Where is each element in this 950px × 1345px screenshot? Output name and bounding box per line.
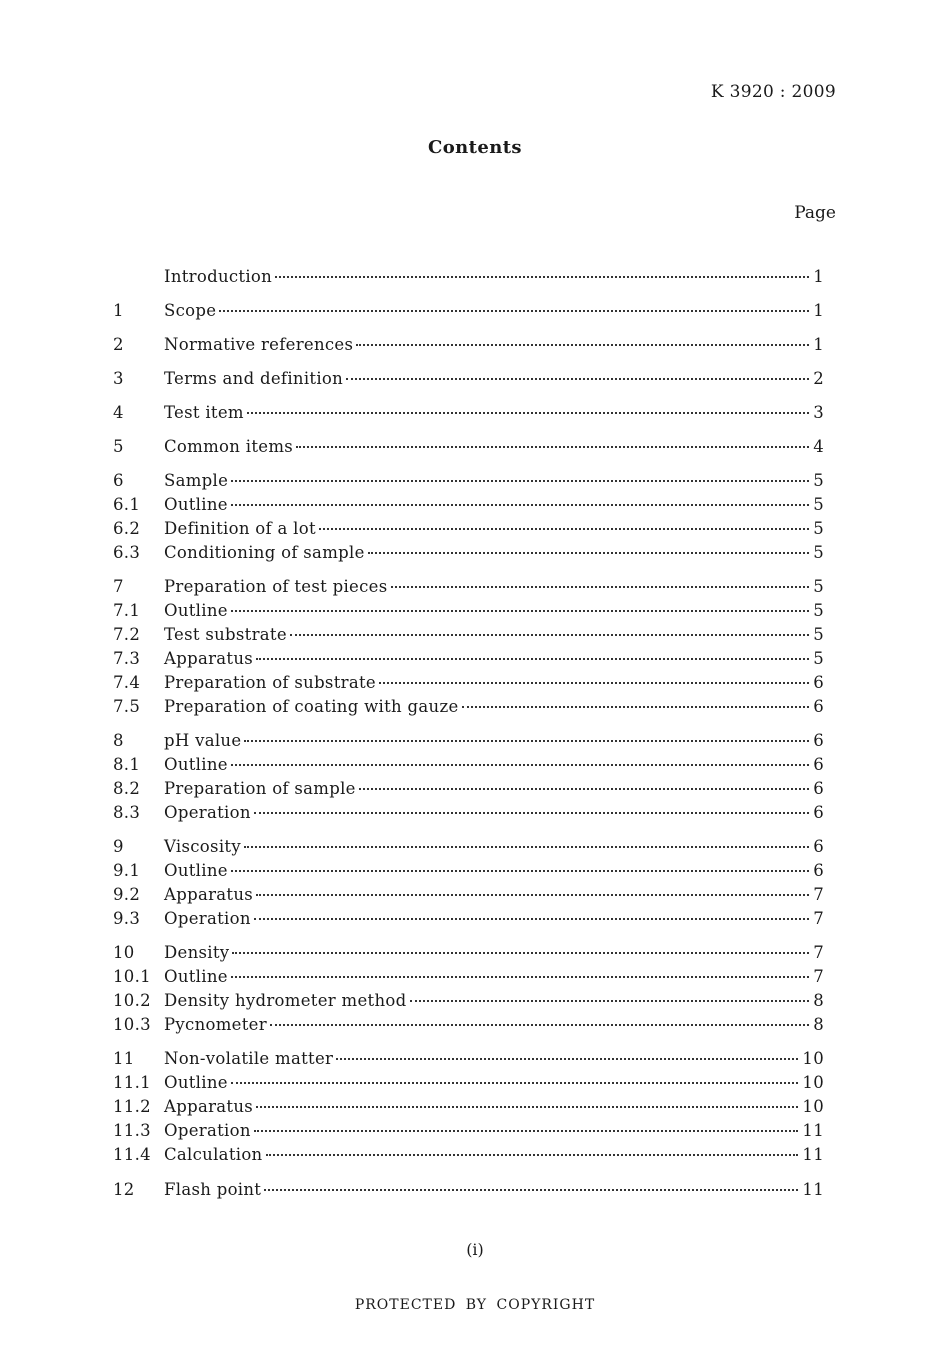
toc-entry[interactable] xyxy=(113,495,824,515)
section-number: 10.3 xyxy=(113,1015,151,1034)
page-number: 10 xyxy=(802,1073,824,1092)
toc-entry[interactable] xyxy=(113,755,824,775)
section-number: 4 xyxy=(113,403,124,422)
section-number: 5 xyxy=(113,437,124,456)
section-title: Outline xyxy=(164,1073,228,1092)
dot-leader xyxy=(346,378,809,380)
page-number-footer: (i) xyxy=(466,1240,484,1259)
dot-leader xyxy=(231,976,809,978)
section-title: Sample xyxy=(164,471,229,490)
toc-entry[interactable] xyxy=(113,335,824,355)
dot-leader xyxy=(266,1154,799,1156)
dot-leader xyxy=(254,1130,799,1132)
section-title: Scope xyxy=(164,301,217,320)
section-title: Common items xyxy=(164,437,294,456)
dot-leader xyxy=(319,528,809,530)
section-title: Apparatus xyxy=(164,1097,254,1116)
page-number: 6 xyxy=(813,731,824,750)
page-number: 6 xyxy=(813,755,824,774)
dot-leader xyxy=(244,740,809,742)
section-number: 3 xyxy=(113,369,124,388)
toc-entry[interactable] xyxy=(113,803,824,823)
dot-leader xyxy=(244,846,809,848)
section-title: Normative references xyxy=(164,335,354,354)
toc-entry[interactable] xyxy=(113,1049,824,1069)
toc-entry[interactable] xyxy=(113,779,824,799)
page-number: 6 xyxy=(813,673,824,692)
section-number: 11 xyxy=(113,1049,135,1068)
section-title: Terms and definition xyxy=(164,369,344,388)
dot-leader xyxy=(231,1082,799,1084)
toc-entry[interactable] xyxy=(113,1073,824,1093)
section-number: 7.3 xyxy=(113,649,141,668)
toc-entry[interactable] xyxy=(113,1015,824,1035)
dot-leader xyxy=(290,634,809,636)
page-number: 6 xyxy=(813,803,824,822)
dot-leader xyxy=(231,610,809,612)
section-title: Density hydrometer method xyxy=(164,991,407,1010)
page-number: 7 xyxy=(813,967,824,986)
dot-leader xyxy=(256,1106,798,1108)
dot-leader xyxy=(231,504,809,506)
section-number: 7 xyxy=(113,577,124,596)
page-number: 5 xyxy=(813,543,824,562)
section-number: 2 xyxy=(113,335,124,354)
section-title: Operation xyxy=(164,803,251,822)
page-title: Contents xyxy=(428,137,522,158)
toc-entry[interactable] xyxy=(113,967,824,987)
section-title: Test substrate xyxy=(164,625,287,644)
section-number: 8 xyxy=(113,731,124,750)
section-number: 8.3 xyxy=(113,803,141,822)
dot-leader xyxy=(368,552,810,554)
section-number: 12 xyxy=(113,1180,135,1199)
section-title: Introduction xyxy=(164,267,273,286)
page-number: 5 xyxy=(813,519,824,538)
dot-leader xyxy=(219,310,809,312)
section-number: 10.2 xyxy=(113,991,151,1010)
section-number: 1 xyxy=(113,301,124,320)
page-number: 8 xyxy=(813,991,824,1010)
section-title: Conditioning of sample xyxy=(164,543,365,562)
dot-leader xyxy=(254,812,809,814)
dot-leader xyxy=(264,1189,798,1191)
section-number: 6 xyxy=(113,471,124,490)
page-number: 11 xyxy=(802,1121,824,1140)
dot-leader xyxy=(256,658,809,660)
page-number: 5 xyxy=(813,649,824,668)
dot-leader xyxy=(379,682,809,684)
toc-entry[interactable] xyxy=(113,543,824,563)
toc-entry[interactable] xyxy=(113,885,824,905)
page-number: 5 xyxy=(813,495,824,514)
page-number: 6 xyxy=(813,697,824,716)
section-title: Definition of a lot xyxy=(164,519,316,538)
toc-entry[interactable] xyxy=(113,625,824,645)
section-title: Flash point xyxy=(164,1180,262,1199)
page-column-label: Page xyxy=(794,203,836,223)
section-number: 9.2 xyxy=(113,885,141,904)
section-number: 11.1 xyxy=(113,1073,151,1092)
dot-leader xyxy=(231,764,809,766)
section-title: Outline xyxy=(164,495,228,514)
page-number: 5 xyxy=(813,577,824,596)
section-number: 8.1 xyxy=(113,755,141,774)
section-title: Outline xyxy=(164,601,228,620)
dot-leader xyxy=(231,480,809,482)
toc-entry[interactable] xyxy=(113,1121,824,1141)
section-number: 7.5 xyxy=(113,697,141,716)
page-number: 1 xyxy=(813,301,824,320)
section-title: pH value xyxy=(164,731,242,750)
toc-entry[interactable] xyxy=(113,837,824,857)
toc-entry[interactable] xyxy=(113,301,824,321)
section-title: Outline xyxy=(164,755,228,774)
toc-entry[interactable] xyxy=(113,1145,824,1165)
section-title: Outline xyxy=(164,967,228,986)
section-title: Preparation of substrate xyxy=(164,673,376,692)
page-number: 6 xyxy=(813,861,824,880)
page-number: 6 xyxy=(813,779,824,798)
dot-leader xyxy=(296,446,809,448)
section-number: 7.2 xyxy=(113,625,141,644)
section-number: 10.1 xyxy=(113,967,151,986)
section-title: Apparatus xyxy=(164,885,254,904)
section-number: 10 xyxy=(113,943,135,962)
dot-leader xyxy=(270,1024,809,1026)
section-title: Viscosity xyxy=(164,837,241,856)
toc-entry[interactable] xyxy=(113,403,824,423)
dot-leader xyxy=(231,870,809,872)
section-title: Outline xyxy=(164,861,228,880)
standard-number: K 3920 : 2009 xyxy=(710,82,836,102)
page-number: 3 xyxy=(813,403,824,422)
page-number: 7 xyxy=(813,943,824,962)
toc-entry[interactable] xyxy=(113,519,824,539)
dot-leader xyxy=(391,586,810,588)
section-number: 6.2 xyxy=(113,519,141,538)
toc-entry[interactable] xyxy=(113,601,824,621)
page-number: 10 xyxy=(802,1049,824,1068)
page-number: 7 xyxy=(813,909,824,928)
section-title: Apparatus xyxy=(164,649,254,668)
toc-entry[interactable] xyxy=(113,471,824,491)
page-number: 5 xyxy=(813,601,824,620)
dot-leader xyxy=(254,918,809,920)
page-number: 11 xyxy=(802,1180,824,1199)
page-number: 5 xyxy=(813,625,824,644)
section-title: Calculation xyxy=(164,1145,263,1164)
toc-entry[interactable] xyxy=(113,649,824,669)
section-title: Operation xyxy=(164,909,251,928)
toc-entry[interactable] xyxy=(113,1097,824,1117)
dot-leader xyxy=(356,344,809,346)
dot-leader xyxy=(462,706,810,708)
section-number: 11.3 xyxy=(113,1121,151,1140)
section-title: Preparation of sample xyxy=(164,779,356,798)
dot-leader xyxy=(247,412,809,414)
toc-entry[interactable] xyxy=(113,369,824,389)
page-number: 7 xyxy=(813,885,824,904)
section-title: Density xyxy=(164,943,230,962)
section-number: 11.2 xyxy=(113,1097,151,1116)
section-title: Preparation of coating with gauze xyxy=(164,697,459,716)
page-number: 10 xyxy=(802,1097,824,1116)
toc-entry[interactable] xyxy=(113,731,824,751)
copyright-notice: PROTECTED BY COPYRIGHT xyxy=(354,1297,596,1313)
page-number: 2 xyxy=(813,369,824,388)
page-number: 1 xyxy=(813,267,824,286)
section-number: 6.1 xyxy=(113,495,141,514)
section-number: 9 xyxy=(113,837,124,856)
section-title: Non-volatile matter xyxy=(164,1049,334,1068)
page-number: 8 xyxy=(813,1015,824,1034)
page-number: 4 xyxy=(813,437,824,456)
section-number: 9.3 xyxy=(113,909,141,928)
section-number: 8.2 xyxy=(113,779,141,798)
section-title: Operation xyxy=(164,1121,251,1140)
dot-leader xyxy=(275,276,809,278)
toc-entry[interactable] xyxy=(113,437,824,457)
section-number: 11.4 xyxy=(113,1145,151,1164)
section-title: Pycnometer xyxy=(164,1015,267,1034)
toc-entry[interactable] xyxy=(113,861,824,881)
dot-leader xyxy=(410,1000,810,1002)
toc-entry[interactable] xyxy=(113,267,824,287)
page-number: 1 xyxy=(813,335,824,354)
toc-entry[interactable] xyxy=(113,577,824,597)
page-number: 6 xyxy=(813,837,824,856)
section-title: Preparation of test pieces xyxy=(164,577,388,596)
dot-leader xyxy=(359,788,809,790)
page-number: 5 xyxy=(813,471,824,490)
toc-entry[interactable] xyxy=(113,991,824,1011)
dot-leader xyxy=(256,894,809,896)
toc-entry[interactable] xyxy=(113,909,824,929)
dot-leader xyxy=(232,952,809,954)
section-number: 7.1 xyxy=(113,601,141,620)
dot-leader xyxy=(336,1058,798,1060)
toc-entry[interactable] xyxy=(113,697,824,717)
section-number: 7.4 xyxy=(113,673,141,692)
table-of-contents xyxy=(113,0,824,1345)
toc-entry[interactable] xyxy=(113,943,824,963)
section-number: 6.3 xyxy=(113,543,141,562)
toc-entry[interactable] xyxy=(113,673,824,693)
section-number: 9.1 xyxy=(113,861,141,880)
page-number: 11 xyxy=(802,1145,824,1164)
toc-entry[interactable] xyxy=(113,1180,824,1200)
section-title: Test item xyxy=(164,403,244,422)
